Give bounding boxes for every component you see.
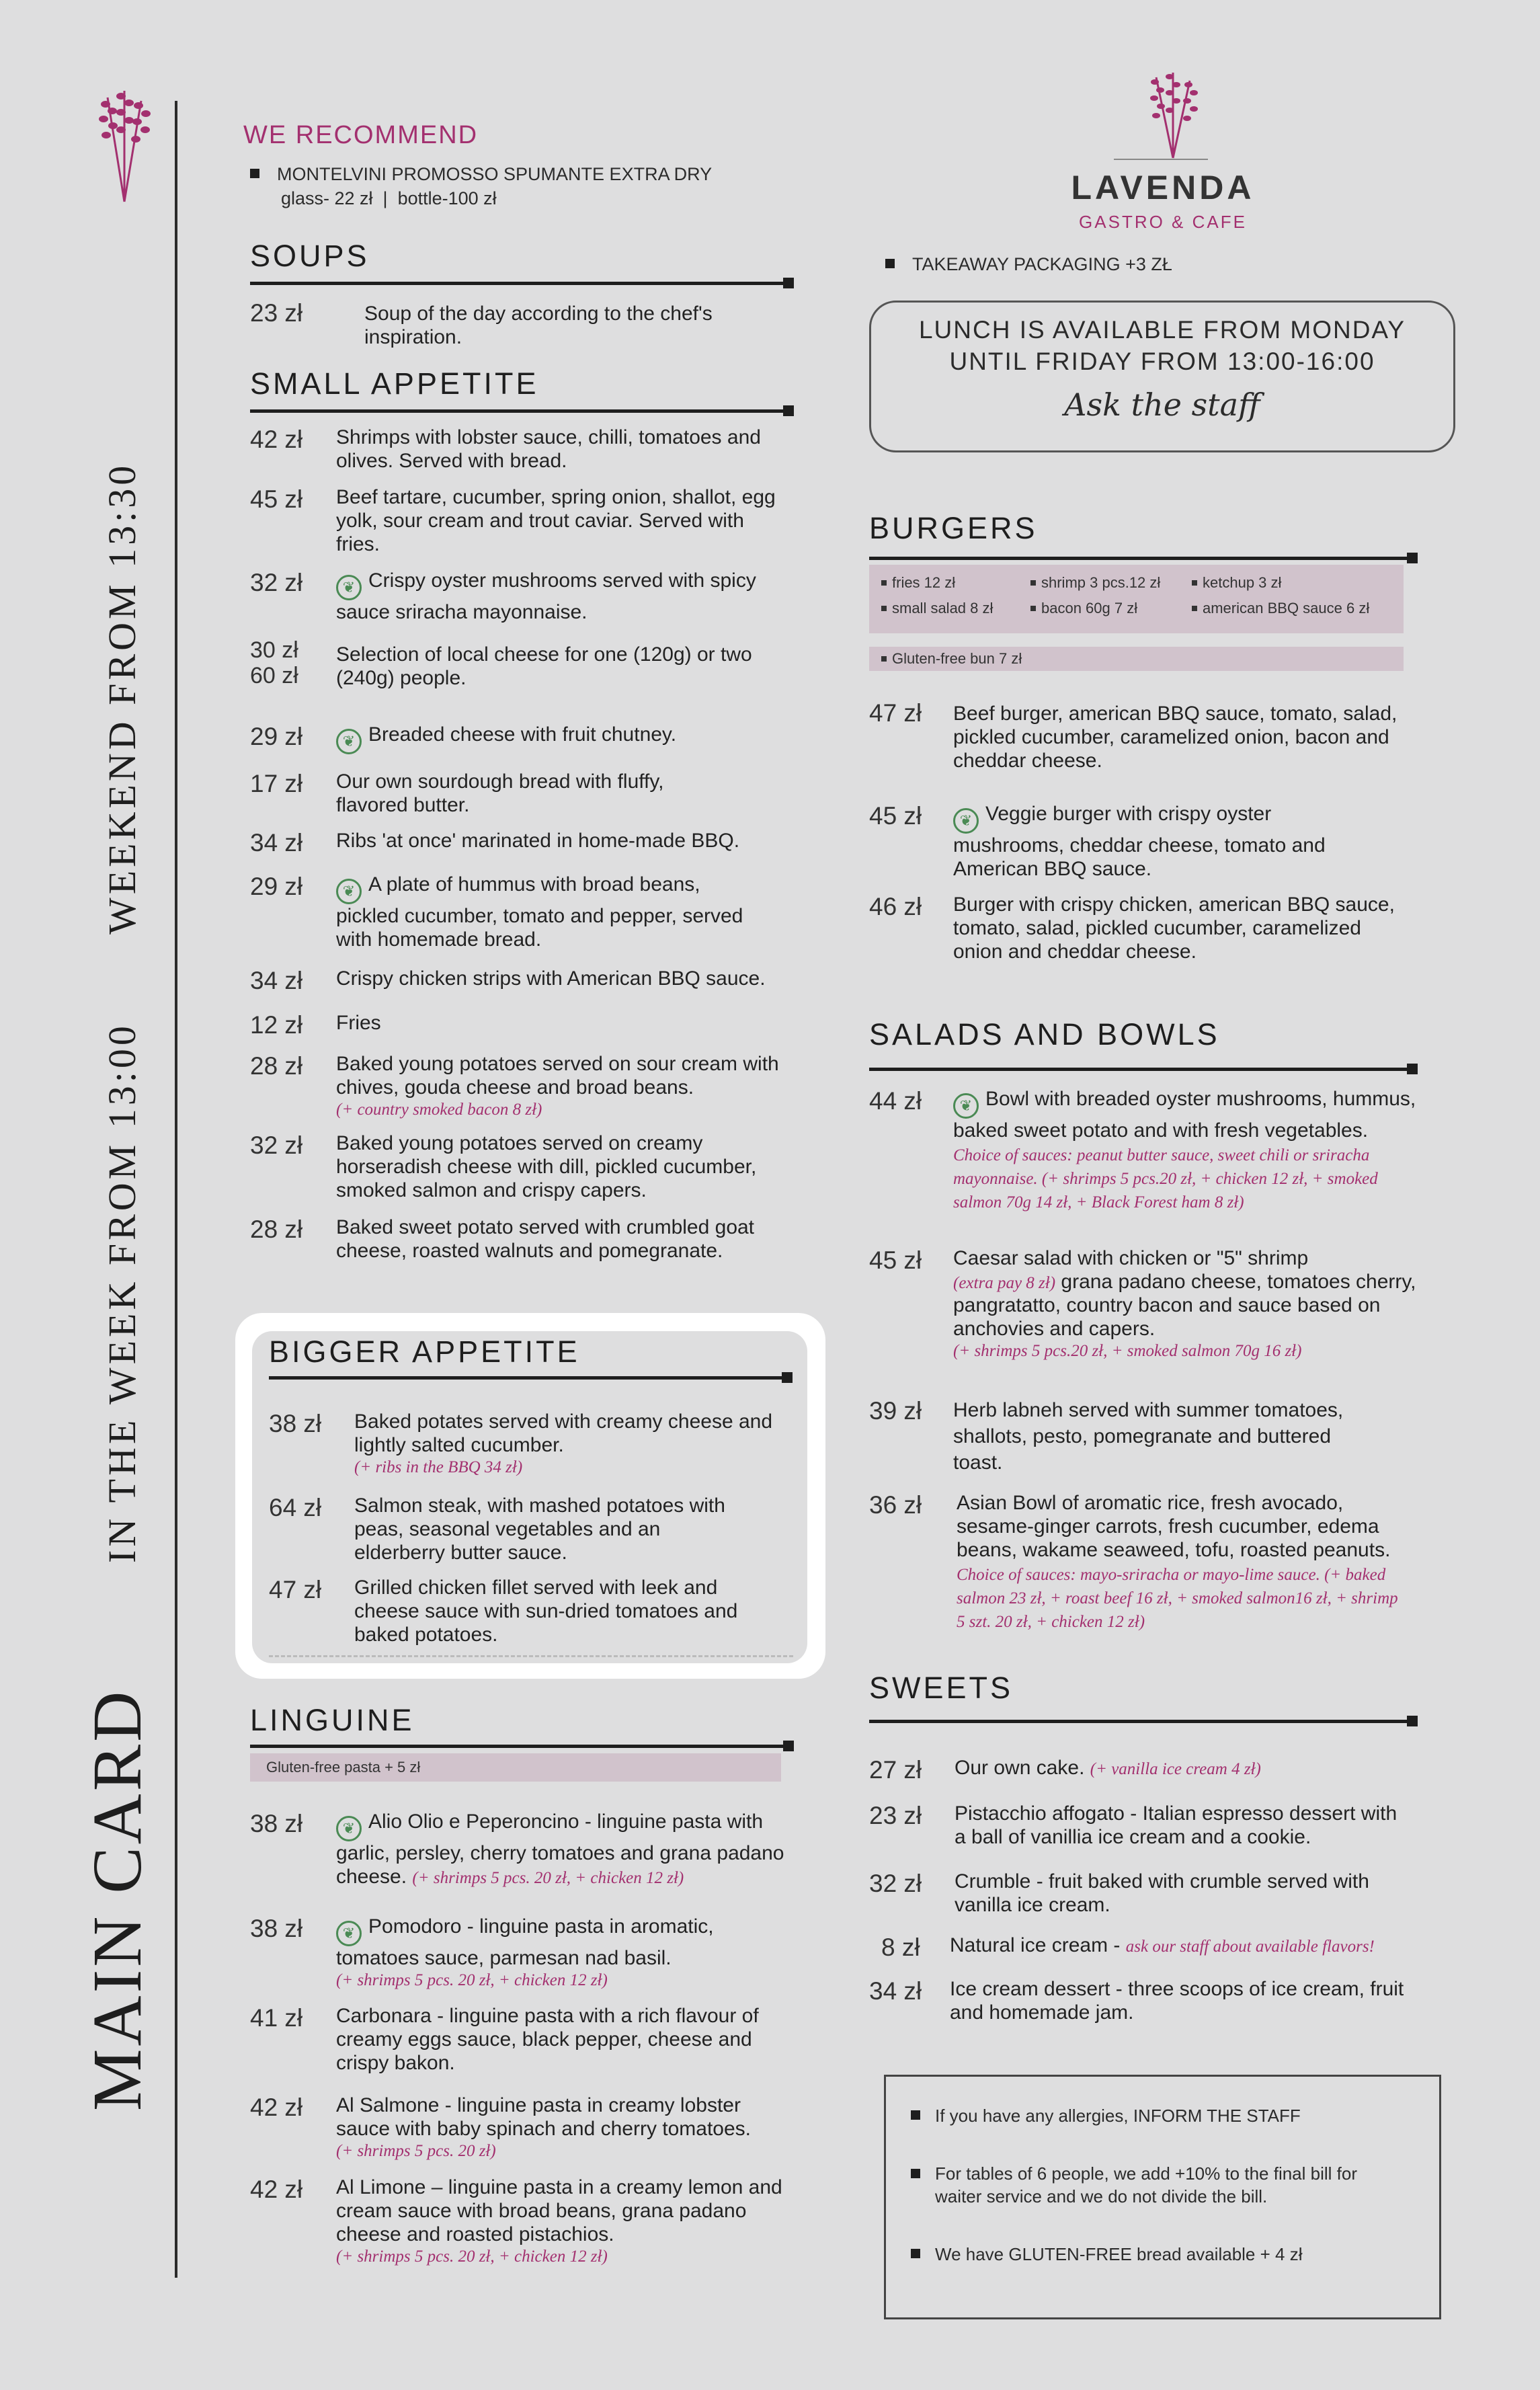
linguine-title: LINGUINE [250,1703,415,1737]
burger-extras: fries 12 zł shrimp 3 pcs.12 zł ketchup 3 zł small salad 8 zł bacon 60g 7 zł american BBQ sauce 6 zł [869,565,1404,633]
item-desc: Our own cake. (+ vanilla ice cream 4 zł) [955,1757,1261,1779]
item-desc: Crispy chicken strips with American BBQ sauce. [336,967,766,990]
weekend-hours: WEEKEND FROM 13:30 [100,462,144,934]
item-desc: Al Limone – linguine pasta in a creamy lemon and cream sauce with broad beans, grana padano cheese and roasted pistachios. (+ shrimps 5 pcs. 20 zł, + chicken 12 zł) [336,2176,782,2266]
gluten-free-pasta-bar: Gluten-free pasta + 5 zł [250,1753,781,1782]
item-price: 39 zł [869,1397,922,1425]
item-desc: Beef burger, american BBQ sauce, tomato, salad, pickled cucumber, caramelized onion, bacon and cheddar cheese. [953,703,1397,772]
item-price: 41 zł [250,2004,303,2032]
info-gluten-free: We have GLUTEN-FREE bread available + 4 zł [911,2243,1422,2266]
item-price: 46 zł [869,893,922,920]
item-price: 28 zł [250,1052,303,1080]
item-price: 42 zł [250,2176,303,2203]
small-appetite-title: SMALL APPETITE [250,366,539,401]
item-desc: ❦ Breaded cheese with fruit chutney. [336,723,793,754]
bullet-icon [250,169,259,178]
item-price: 45 zł [869,1246,922,1274]
bullet-icon [911,2110,920,2120]
item-price: 42 zł [250,2094,303,2121]
soups-rule [250,282,791,285]
item-price: 30 zł 60 zł [250,637,298,688]
item-desc: Our own sourdough bread with fluffy, flavored butter. [336,770,664,816]
item-price: 47 zł [869,699,922,727]
sweets-title: SWEETS [869,1671,1014,1705]
item-price: 64 zł [269,1494,322,1521]
salads-title: SALADS AND BOWLS [869,1017,1220,1051]
item-desc: ❦ A plate of hummus with broad beans, pickled cucumber, tomato and pepper, served with homemade bread. [336,873,743,951]
bullet-icon [885,259,895,268]
item-price: 17 zł [250,770,303,797]
recommend-prices: glass- 22 zł | bottle-100 zł [281,188,497,208]
leaf-icon: ❦ [336,1816,362,1841]
item-desc: Soup of the day according to the chef's inspiration. [364,303,713,348]
item-desc: Baked potates served with creamy cheese and lightly salted cucumber. (+ ribs in the BBQ 34 zł) [354,1410,773,1476]
item-desc: Caesar salad with chicken or "5" shrimp (extra pay 8 zł) grana padano cheese, tomatoes cherry, pangratatto, country bacon and sauce based on anchovies and capers. (+ shrimps 5 pcs.20 zł, + smoked salmon 70g 16 zł) [953,1247,1416,1360]
lunch-line1: LUNCH IS AVAILABLE FROM MONDAY [918,316,1406,344]
item-desc: Crumble - fruit baked with crumble served with vanilla ice cream. [955,1870,1369,1916]
bigger-appetite-rule [269,1376,790,1380]
linguine-rule [250,1745,791,1748]
item-price: 32 zł [869,1870,922,1897]
item-desc: ❦ Pomodoro - linguine pasta in aromatic, tomatoes sauce, parmesan nad basil. (+ shrimps 5 pcs. 20 zł, + chicken 12 zł) [336,1915,714,1989]
item-desc: Asian Bowl of aromatic rice, fresh avocado, sesame-ginger carrots, fresh cucumber, edema beans, wakame seaweed, tofu, roasted peanuts. Choice of sauces: mayo-sriracha or mayo-lime sauce. (+ baked salmon 23 zł, + roast beef 16 zł, + smoked salmon16 zł, + shrimp 5 szt. 20 zł, + chicken 12 zł) [957,1492,1398,1631]
burgers-title: BURGERS [869,511,1038,545]
info-allergies: If you have any allergies, INFORM THE STAFF [911,2104,1422,2127]
item-desc: Baked young potatoes served on creamy horseradish cheese with dill, pickled cucumber, smoked salmon and crispy capers. [336,1132,757,1201]
item-price: 36 zł [869,1491,922,1519]
leaf-icon: ❦ [336,575,362,600]
item-price: 29 zł [250,873,303,900]
item-price: 32 zł [250,569,303,596]
leaf-icon: ❦ [336,879,362,904]
gluten-free-bun-bar: Gluten-free bun 7 zł [869,647,1404,671]
item-price: 29 zł [250,723,303,750]
item-desc: Al Salmone - linguine pasta in creamy lobster sauce with baby spinach and cherry tomatoes. (+ shrimps 5 pcs. 20 zł) [336,2094,752,2160]
item-price: 45 zł [869,802,922,830]
leaf-icon: ❦ [953,1093,979,1119]
item-desc: Burger with crispy chicken, american BBQ sauce, tomato, salad, pickled cucumber, caramelized onion and cheddar cheese. [953,893,1395,963]
item-price: 27 zł [869,1756,922,1784]
item-desc: ❦ Bowl with breaded oyster mushrooms, hummus, baked sweet potato and with fresh vegetables. Choice of sauces: peanut butter sauce, sweet chili or sriracha mayonnaise. (+ shrimps 5 pcs.20 zł, + chicken 12 zł, + smoked salmon 70g 14 zł, + Black Forest ham 8 zł) [953,1088,1416,1211]
item-desc: Shrimps with lobster sauce, chilli, tomatoes and olives. Served with bread. [336,426,761,472]
salads-rule [869,1068,1415,1071]
item-desc: Salmon steak, with mashed potatoes with peas, seasonal vegetables and an elderberry butter sauce. [354,1495,725,1564]
item-desc: Baked young potatoes served on sour cream with chives, gouda cheese and broad beans. (+ country smoked bacon 8 zł) [336,1053,779,1119]
item-price: 34 zł [869,1977,922,2005]
takeaway-note: TAKEAWAY PACKAGING +3 ZŁ [885,254,1172,275]
item-desc: ❦ Alio Olio e Peperoncino - linguine pasta with garlic, persley, cherry tomatoes and grana padano cheese. (+ shrimps 5 pcs. 20 zł, + chicken 12 zł) [336,1810,784,1888]
item-price: 38 zł [250,1915,303,1942]
item-price: 34 zł [250,829,303,857]
item-desc: Pistacchio affogato - Italian espresso dessert with a ball of vanillia ice cream and a cookie. [955,1802,1397,1848]
week-hours: IN THE WEEK FROM 13:00 [100,1023,144,1563]
item-price: 45 zł [250,485,303,513]
lunch-script: Ask the staff [1064,387,1260,423]
brand-subtitle: GASTRO & CAFE [1079,212,1247,232]
brand-name: LAVENDA [1071,169,1255,206]
leaf-icon: ❦ [336,1921,362,1946]
leaf-icon: ❦ [953,808,979,834]
sweets-rule [869,1720,1415,1723]
item-price: 23 zł [869,1802,922,1829]
item-price: 32 zł [250,1131,303,1159]
item-desc: Selection of local cheese for one (120g) or two (240g) people. [336,643,752,689]
recommend-title: WE RECOMMEND [243,121,479,149]
logo-divider [1114,159,1208,160]
item-desc: Ice cream dessert - three scoops of ice cream, fruit and homemade jam. [950,1978,1404,2024]
item-price: 28 zł [250,1216,303,1243]
bigger-appetite-title: BIGGER APPETITE [269,1335,580,1369]
item-price: 47 zł [269,1576,322,1603]
item-price: 34 zł [250,967,303,994]
item-desc: Fries [336,1012,381,1034]
lunch-line2: UNTIL FRIDAY FROM 13:00-16:00 [949,348,1375,375]
recommend-wine: MONTELVINI PROMOSSO SPUMANTE EXTRA DRY [250,164,712,185]
item-desc: Ribs 'at once' marinated in home-made BBQ. [336,830,740,852]
item-price: 8 zł [881,1934,920,1961]
item-price: 42 zł [250,426,303,453]
item-price: 44 zł [869,1087,922,1115]
bullet-icon [911,2249,920,2258]
lavender-icon [1136,67,1210,161]
bullet-icon [911,2169,920,2178]
item-desc: Grilled chicken fillet served with leek and cheese sauce with sun-dried tomatoes and baked potatoes. [354,1577,738,1646]
item-desc: ❦ Veggie burger with crispy oyster mushrooms, cheddar cheese, tomato and American BBQ sauce. [953,803,1326,880]
small-appetite-rule [250,409,791,413]
item-desc: ❦ Crispy oyster mushrooms served with spicy sauce sriracha mayonnaise. [336,569,756,623]
item-price: 38 zł [250,1810,303,1837]
item-price: 38 zł [269,1410,322,1437]
lavender-icon [94,84,155,205]
side-divider [175,101,177,2278]
bigger-appetite-dash [269,1655,793,1657]
burgers-rule [869,557,1415,560]
leaf-icon: ❦ [336,729,362,754]
item-desc: Natural ice cream - ask our staff about available flavors! [950,1934,1375,1956]
info-tables: For tables of 6 people, we add +10% to the final bill for waiter service and we do not divide the bill. [911,2162,1422,2208]
item-desc: Herb labneh served with summer tomatoes, shallots, pesto, pomegranate and buttered toast. [953,1399,1344,1474]
soups-title: SOUPS [250,239,370,273]
item-price: 23 zł [250,299,303,327]
item-price: 12 zł [250,1011,303,1039]
item-desc: Beef tartare, cucumber, spring onion, shallot, egg yolk, sour cream and trout caviar. Served with fries. [336,486,776,555]
item-desc: Carbonara - linguine pasta with a rich flavour of creamy eggs sauce, black pepper, cheese and crispy bakon. [336,2005,759,2074]
menu-title: MAIN CARD [79,1688,156,2111]
item-desc: Baked sweet potato served with crumbled goat cheese, roasted walnuts and pomegranate. [336,1216,755,1262]
